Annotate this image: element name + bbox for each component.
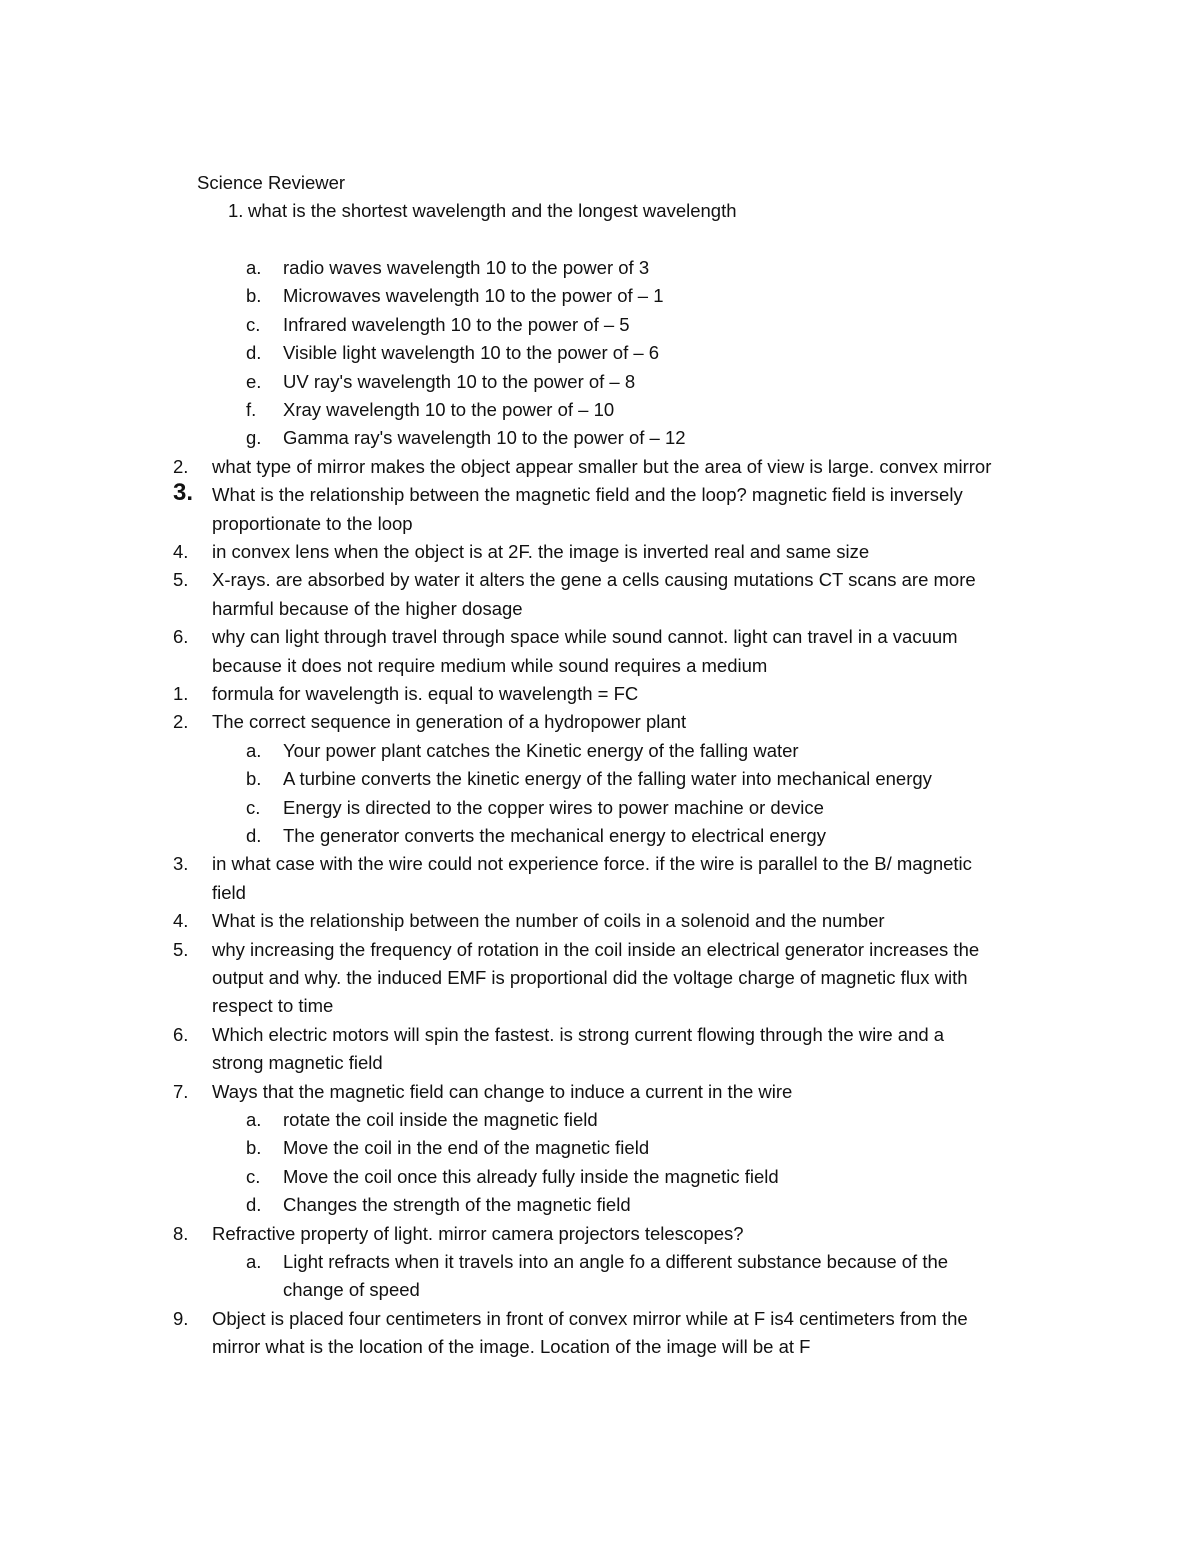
list-item-text: in what case with the wire could not experience force. if the wire is parallel to the B/ magnetic (212, 853, 972, 875)
sub-item-text: Infrared wavelength 10 to the power of – 5 (283, 313, 630, 335)
sub-item-label: g. (246, 427, 262, 449)
list-item-text: Which electric motors will spin the fastest. is strong current flowing through the wire and a (212, 1023, 945, 1045)
sub-item-text: Energy is directed to the copper wires to power machine or device (283, 796, 824, 818)
sub-item-label: d. (246, 825, 262, 846)
list-item-text: strong magnetic field (212, 1052, 383, 1074)
sub-item-text: rotate the coil inside the magnetic field (283, 1109, 598, 1130)
list-item-text: why increasing the frequency of rotation in the coil inside an electrical generator increases the (212, 938, 980, 960)
list-item-text: harmful because of the higher dosage (212, 597, 523, 619)
list-number: 9. (173, 1307, 189, 1329)
sub-item-text: Xray wavelength 10 to the power of – 10 (283, 399, 615, 420)
sub-item-text: Move the coil in the end of the magnetic field (283, 1137, 650, 1159)
sub-item-label: a. (246, 739, 262, 761)
sub-item-text: Move the coil once this already fully inside the magnetic field (283, 1165, 779, 1187)
sub-item-text: radio waves wavelength 10 to the power of 3 (283, 257, 650, 278)
list-item-text: why can light through travel through space while sound cannot. light can travel in a vacuum (212, 626, 958, 648)
list-item-text: Ways that the magnetic field can change to induce a current in the wire (212, 1080, 793, 1102)
sub-item-label: b. (246, 285, 262, 307)
sub-item-label: d. (246, 1194, 262, 1216)
list-number: 7. (173, 1080, 189, 1102)
list-number: 2. (173, 711, 189, 733)
list-number: 5. (173, 938, 189, 960)
list-number: 2. (173, 455, 189, 477)
list-number: 4. (173, 541, 189, 562)
sub-item-text: Microwaves wavelength 10 to the power of – 1 (283, 285, 664, 307)
list-item-text: because it does not require medium while sound requires a medium (212, 654, 768, 676)
sub-item-label: c. (246, 796, 261, 818)
list-number: 6. (173, 1023, 189, 1045)
list-number: 5. (173, 569, 189, 591)
sub-item-label: c. (246, 1165, 261, 1187)
page-title: Science Reviewer (197, 172, 346, 193)
sub-item-label: a. (246, 257, 262, 278)
list-item-text: Object is placed four centimeters in front of convex mirror while at F is4 centimeters from the (212, 1307, 968, 1329)
list-number: 1. (173, 683, 189, 704)
list-number: 6. (173, 626, 189, 648)
list-number: 8. (173, 1222, 189, 1244)
list-item-text: The correct sequence in generation of a hydropower plant (212, 711, 687, 733)
list-item-text: What is the relationship between the magnetic field and the loop? magnetic field is inversely (212, 484, 963, 506)
sub-item-label: e. (246, 370, 262, 392)
sub-item-text: Light refracts when it travels into an angle fo a different substance because of the (283, 1251, 949, 1272)
sub-item-label: b. (246, 1137, 262, 1159)
sub-item-text: Changes the strength of the magnetic field (283, 1194, 631, 1216)
sub-item-text: Gamma ray's wavelength 10 to the power of – 12 (283, 427, 686, 449)
list-item-text: X-rays. are absorbed by water it alters the gene a cells causing mutations CT scans are more (212, 569, 976, 591)
sub-item-text: Visible light wavelength 10 to the power of – 6 (283, 342, 660, 364)
list-item-text: field (212, 881, 246, 903)
list-item-text: output and why. the induced EMF is proportional did the voltage charge of magnetic flux with (212, 967, 968, 988)
sub-item-label: a. (246, 1251, 262, 1272)
list-item-text: What is the relationship between the number of coils in a solenoid and the number (212, 910, 885, 932)
list-item-text: proportionate to the loop (212, 512, 413, 534)
sub-item-label: f. (246, 399, 257, 420)
sub-item-text: change of speed (283, 1279, 420, 1301)
list-item-text: formula for wavelength is. equal to wavelength = FC (212, 683, 639, 704)
sub-item-label: a. (246, 1109, 262, 1130)
sub-item-text: The generator converts the mechanical energy to electrical energy (283, 825, 826, 846)
sub-item-label: d. (246, 342, 262, 364)
list-number: 4. (173, 910, 189, 932)
list-item-text: mirror what is the location of the image. Location of the image will be at F (212, 1336, 811, 1358)
sub-item-label: b. (246, 768, 262, 790)
list-number: 1. (228, 200, 244, 221)
list-item-text: Refractive property of light. mirror camera projectors telescopes? (212, 1222, 744, 1244)
list-number: 3. (173, 479, 194, 507)
list-item-text: what type of mirror makes the object appear smaller but the area of view is large. convex mirror (212, 455, 992, 477)
sub-item-label: c. (246, 313, 261, 335)
sub-item-text: Your power plant catches the Kinetic energy of the falling water (283, 739, 799, 761)
list-item-text: in convex lens when the object is at 2F. the image is inverted real and same size (212, 541, 870, 562)
list-item-text: what is the shortest wavelength and the longest wavelength (248, 200, 737, 221)
sub-item-text: A turbine converts the kinetic energy of the falling water into mechanical energy (283, 768, 932, 790)
sub-item-text: UV ray's wavelength 10 to the power of – 8 (283, 370, 636, 392)
list-number: 3. (173, 853, 189, 875)
list-item-text: respect to time (212, 995, 334, 1017)
